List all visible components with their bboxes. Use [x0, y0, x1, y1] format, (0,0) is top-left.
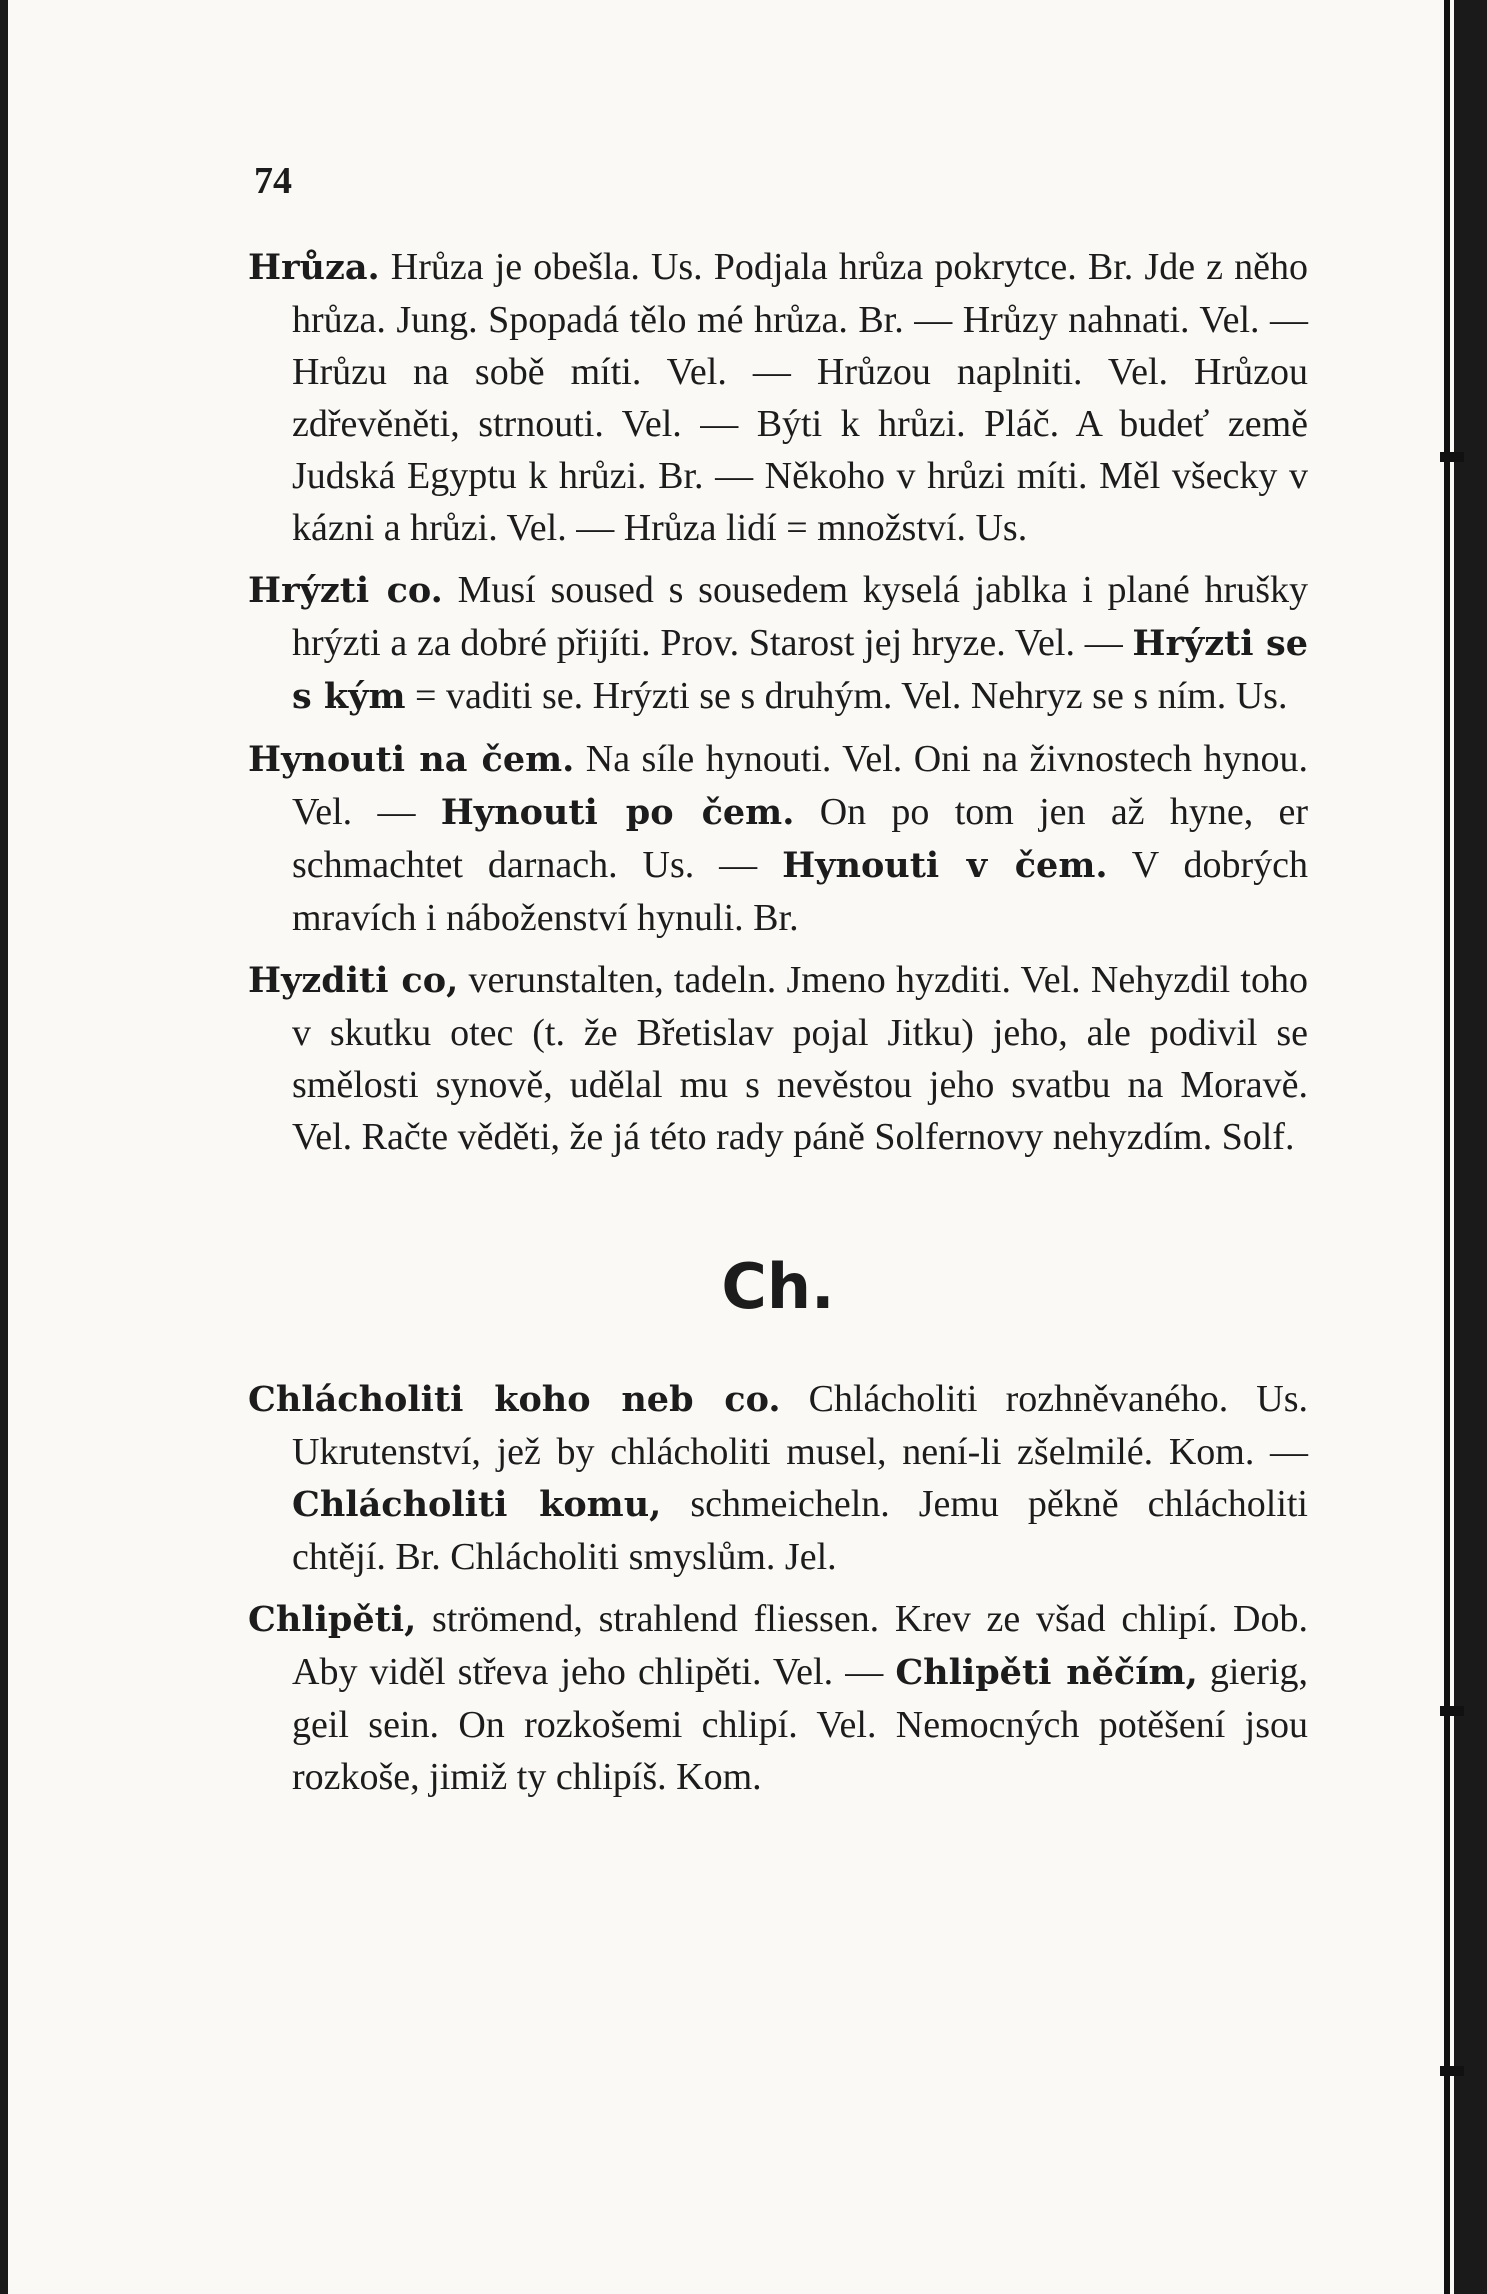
entry-text: gierig, geil sein. On rozkošemi chlipí. Vel. Nemocných potěšení jsou rozkoše, jimiž ty chlipíš. Kom. — [292, 1651, 1308, 1798]
book-page — [8, 0, 1454, 2294]
dictionary-entry — [248, 564, 1308, 723]
dictionary-entry — [248, 1373, 1308, 1583]
edge-tick — [1440, 2066, 1464, 2076]
dictionary-entry — [248, 1593, 1308, 1803]
dictionary-entry — [248, 954, 1308, 1163]
entry-text: verunstalten, tadeln. Jmeno hyzditi. Vel. Nehyzdil toho v skutku otec (t. že Břetislav pojal Jitku) jeho, ale podivil se smělosti synově, udělal mu s nevěstou jeho svatbu na Moravě. Vel. Račte věděti, že já této rady páně Solfernovy nehyzdím. Solf. — [292, 959, 1308, 1158]
entry-text: Hrůza je obešla. Us. Podjala hrůza pokrytce. Br. Jde z něho hrůza. Jung. Spopadá tělo mé hrůza. Br. — Hrůzy nahnati. Vel. — Hrůzu na sobě míti. Vel. — Hrůzou naplniti. Vel. Hrůzou zdřevěněti, strnouti. Vel. — Býti k hrůzi. Pláč. A budeť země Judská Egyptu k hrůzi. Br. — Někoho v hrůzi míti. Měl všecky v kázni a hrůzi. Vel. — Hrůza lidí = množství. Us. — [292, 246, 1308, 549]
entry-headword: Chlácholiti komu, — [292, 1484, 662, 1525]
entry-headword: Hyzditi co, — [248, 960, 459, 1001]
edge-tick — [1440, 452, 1464, 462]
page-edge-rule — [1444, 0, 1450, 2294]
dictionary-entry — [248, 241, 1308, 554]
page-number: 74 — [254, 160, 292, 202]
entry-headword: Chlácholiti koho neb co. — [248, 1379, 781, 1420]
entry-headword: Chlipěti něčím, — [895, 1652, 1198, 1693]
entry-text: On po tom jen až hyne, er schmachtet darnach. Us. — — [292, 791, 1309, 886]
section-heading: Ch. — [721, 1250, 835, 1323]
entry-list-ch — [248, 1373, 1308, 1803]
entry-text: strömend, strahlend fliessen. Krev ze všad chlipí. Dob. Aby viděl střeva jeho chlipěti. Vel. — — [292, 1598, 1308, 1693]
entry-headword: Hrýzti se s kým — [292, 623, 1308, 717]
entry-list-h — [248, 241, 1308, 1163]
entry-text: V dobrých mravích i náboženství hynuli. Br. — [292, 844, 1308, 939]
entry-headword: Hrůza. — [248, 247, 380, 288]
entry-headword: Hrýzti co. — [248, 570, 443, 611]
entry-headword: Chlipěti, — [248, 1599, 417, 1640]
entry-text: = vaditi se. Hrýzti se s druhým. Vel. Nehryz se s ním. Us. — [405, 675, 1288, 717]
entry-headword: Hynouti na čem. — [248, 739, 575, 780]
entry-text: schmeicheln. Jemu pěkně chlácholiti chtějí. Br. Chlácholiti smyslům. Jel. — [292, 1483, 1308, 1578]
entry-text: Chlácholiti rozhněvaného. Us. Ukrutenství, jež by chlácholiti musel, není-li zšelmilé. Kom. — — [292, 1378, 1309, 1473]
entry-headword: Hynouti po čem. — [440, 792, 795, 833]
entry-text: Musí soused s sousedem kyselá jablka i plané hrušky hrýzti a za dobré přijíti. Prov. Starost jej hryze. Vel. — — [292, 569, 1308, 664]
entry-headword: Hynouti v čem. — [782, 845, 1108, 886]
dictionary-entry — [248, 733, 1308, 944]
entry-text: Na síle hynouti. Vel. Oni na živnostech hynou. Vel. — — [292, 738, 1308, 833]
edge-tick — [1440, 1706, 1464, 1716]
page-content — [248, 155, 1308, 1813]
